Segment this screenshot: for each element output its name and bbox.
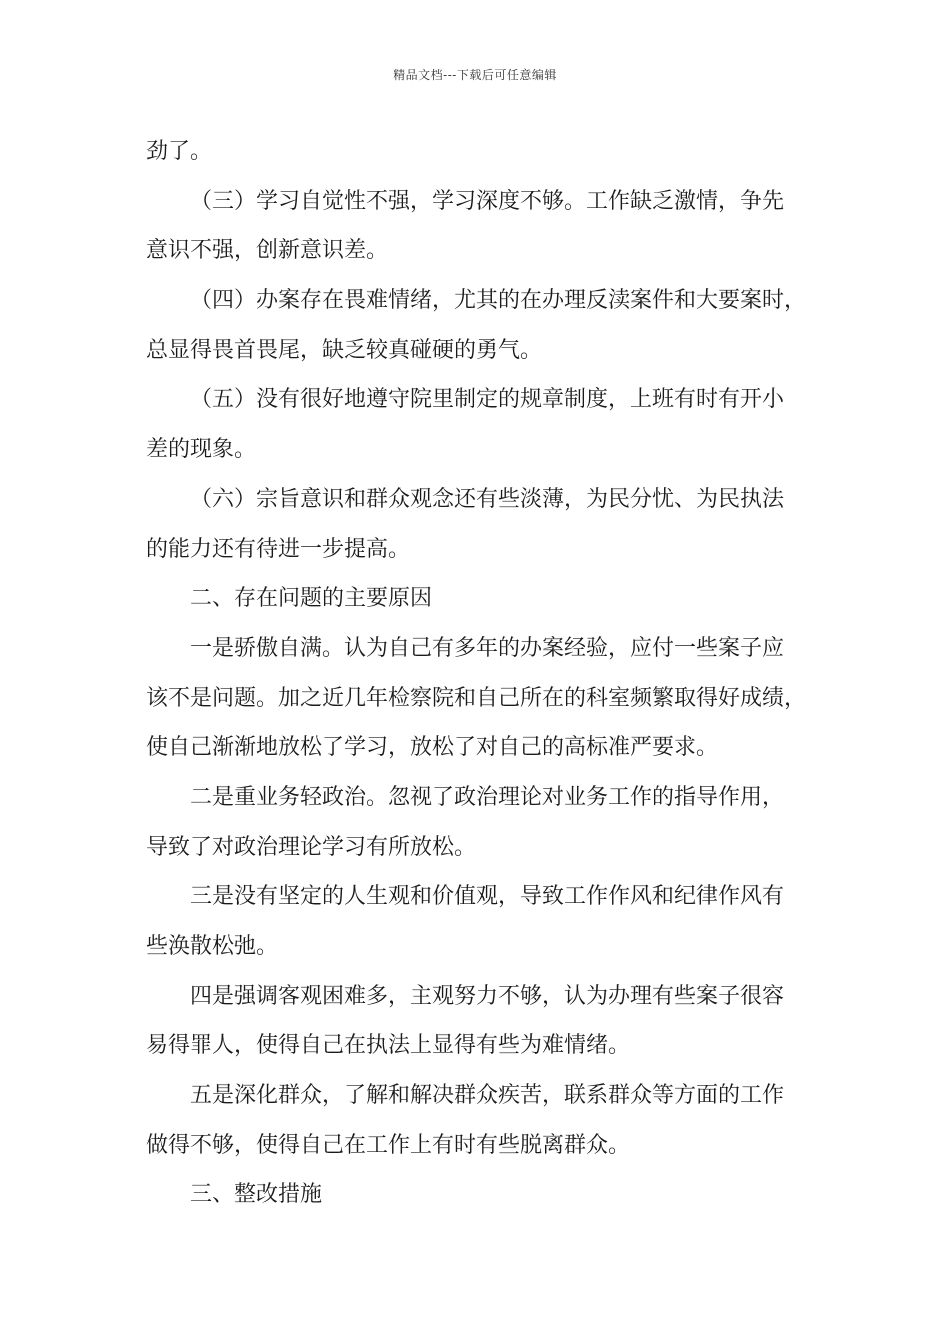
text-line: 的能力还有待进一步提高。	[146, 536, 411, 562]
text-line: 二是重业务轻政治。忽视了政治理论对业务工作的指导作用，	[190, 784, 785, 810]
text-line: 劲了。	[146, 139, 213, 164]
text-line: 些涣散松弛。	[146, 934, 279, 959]
page-header: 精品文档---下载后可任意编辑	[393, 68, 557, 82]
text-line: 一是骄傲自满。认为自己有多年的办案经验，应付一些案子应	[190, 635, 785, 661]
text-line: 四是强调客观困难多，主观努力不够，认为办理有些案子很容	[190, 983, 785, 1009]
section-heading: 三、整改措施	[190, 1182, 323, 1208]
text-line: 意识不强，创新意识差。	[146, 238, 389, 264]
text-line: 五是深化群众，了解和解决群众疾苦，联系群众等方面的工作	[190, 1083, 785, 1109]
text-line: 导致了对政治理论学习有所放松。	[146, 834, 477, 860]
text-line: （五）没有很好地遵守院里制定的规章制度，上班有时有开小	[190, 387, 785, 413]
text-line: 差的现象。	[146, 437, 257, 463]
document-body	[146, 127, 826, 1220]
text-line: 该不是问题。加之近几年检察院和自己所在的科室频繁取得好成绩，	[146, 685, 807, 711]
section-heading: 二、存在问题的主要原因	[190, 586, 433, 612]
text-line: 总显得畏首畏尾，缺乏较真碰硬的勇气。	[146, 337, 543, 363]
text-line: （六）宗旨意识和群众观念还有些淡薄，为民分忧、为民执法	[190, 486, 785, 512]
text-line: （三）学习自觉性不强，学习深度不够。工作缺乏激情，争先	[190, 188, 785, 214]
text-line: 使自己渐渐地放松了学习，放松了对自己的高标准严要求。	[146, 735, 719, 761]
text-line: （四）办案存在畏难情绪，尤其的在办理反渎案件和大要案时，	[190, 288, 807, 314]
text-line: 三是没有坚定的人生观和价值观，导致工作作风和纪律作风有	[190, 884, 785, 910]
text-line: 易得罪人，使得自己在执法上显得有些为难情绪。	[146, 1033, 631, 1059]
text-line: 做得不够，使得自己在工作上有时有些脱离群众。	[146, 1132, 631, 1158]
